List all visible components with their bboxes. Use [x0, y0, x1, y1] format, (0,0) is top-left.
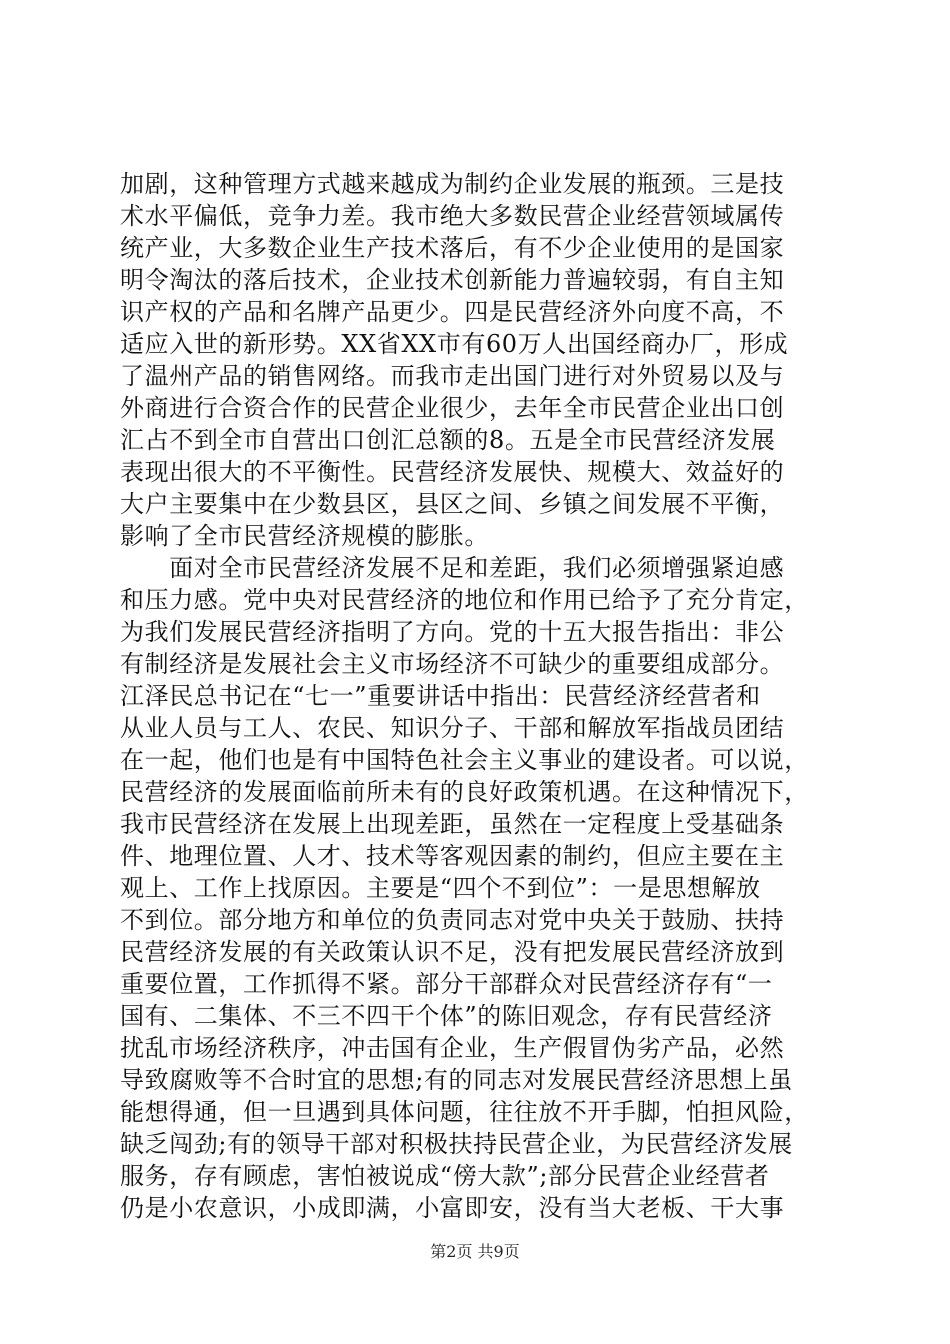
text-line: 仍是小农意识，小成即满，小富即安，没有当大老板、干大事 [120, 1194, 785, 1222]
text-line: 大户主要集中在少数县区，县区之间、乡镇之间发展不平衡， [120, 490, 785, 518]
text-line: 加剧，这种管理方式越来越成为制约企业发展的瓶颈。三是技 [120, 170, 785, 198]
text-line: 民营经济的发展面临前所未有的良好政策机遇。在这种情况下， [120, 778, 809, 806]
text-line: 扰乱市场经济秩序，冲击国有企业，生产假冒伪劣产品，必然 [120, 1034, 785, 1062]
text-line: 适应入世的新形势。XX省XX市有60万人出国经商办厂，形成 [120, 330, 789, 358]
text-line: 和压力感。党中央对民营经济的地位和作用已给予了充分肯定， [120, 586, 809, 614]
text-line: 表现出很大的不平衡性。民营经济发展快、规模大、效益好的 [120, 458, 785, 486]
text-line: 件、地理位置、人才、技术等客观因素的制约，但应主要在主 [120, 842, 785, 870]
text-line: 民营经济发展的有关政策认识不足，没有把发展民营经济放到 [120, 938, 785, 966]
text-line: 汇占不到全市自营出口创汇总额的8。五是全市民营经济发展 [120, 426, 776, 454]
text-line: 不到位。部分地方和单位的负责同志对党中央关于鼓励、扶持 [120, 906, 785, 934]
text-line: 缺乏闯劲;有的领导干部对积极扶持民营企业，为民营经济发展 [120, 1130, 793, 1158]
document-body [120, 168, 840, 1224]
text-line: 从业人员与工人、农民、知识分子、干部和解放军指战员团结 [120, 714, 785, 742]
text-line: 服务，存有顾虑，害怕被说成“傍大款”;部分民营企业经营者 [120, 1162, 770, 1190]
text-line: 明令淘汰的落后技术，企业技术创新能力普遍较弱，有自主知 [120, 266, 785, 294]
text-line: 国有、二集体、不三不四干个体”的陈旧观念，存有民营经济 [120, 1002, 773, 1030]
text-line: 导致腐败等不合时宜的思想;有的同志对发展民营经济思想上虽 [120, 1066, 793, 1094]
text-line: 观上、工作上找原因。主要是“四个不到位”：一是思想解放 [120, 874, 761, 902]
page-footer: 第2页 共9页 [430, 1242, 520, 1261]
text-line: 识产权的产品和名牌产品更少。四是民营经济外向度不高，不 [120, 298, 785, 326]
text-line: 江泽民总书记在“七一”重要讲话中指出：民营经济经营者和 [120, 682, 761, 710]
text-line: 统产业，大多数企业生产技术落后，有不少企业使用的是国家 [120, 234, 785, 262]
text-line: 能想得通，但一旦遇到具体问题，往往放不开手脚，怕担风险， [120, 1098, 809, 1126]
text-line: 术水平偏低，竞争力差。我市绝大多数民营企业经营领域属传 [120, 202, 785, 230]
text-line: 有制经济是发展社会主义市场经济不可缺少的重要组成部分。 [120, 650, 785, 678]
text-line: 影响了全市民营经济规模的膨胀。 [120, 522, 489, 550]
text-line: 外商进行合资合作的民营企业很少，去年全市民营企业出口创 [120, 394, 785, 422]
text-line: 面对全市民营经济发展不足和差距，我们必须增强紧迫感 [120, 554, 785, 582]
text-line: 在一起，他们也是有中国特色社会主义事业的建设者。可以说， [120, 746, 809, 774]
text-line: 了温州产品的销售网络。而我市走出国门进行对外贸易以及与 [120, 362, 785, 390]
text-line: 为我们发展民营经济指明了方向。党的十五大报告指出：非公 [120, 618, 785, 646]
text-line: 重要位置，工作抓得不紧。部分干部群众对民营经济存有“一 [120, 970, 773, 998]
text-line: 我市民营经济在发展上出现差距，虽然在一定程度上受基础条 [120, 810, 785, 838]
